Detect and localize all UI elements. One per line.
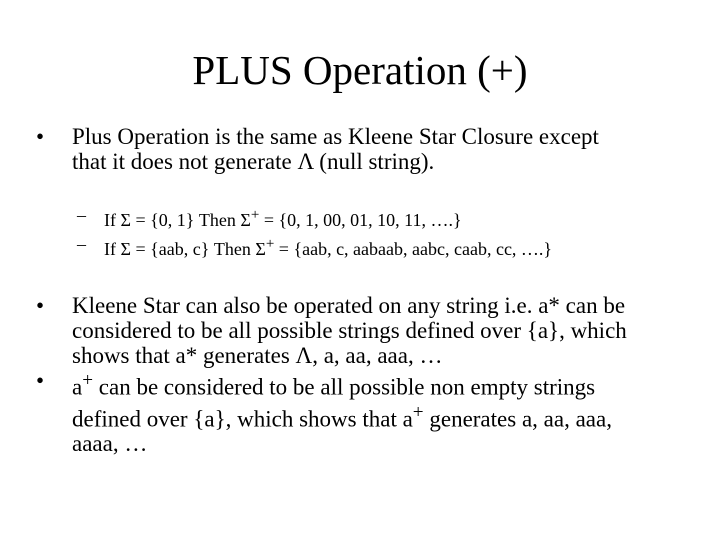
- bullet-line: considered to be all possible strings defined over {a}, which: [72, 318, 627, 343]
- bullet-line: [72, 368, 720, 400]
- sub-bullet-example-aab-c: [0, 232, 720, 261]
- bullet-dot: •: [36, 293, 45, 318]
- symbol-a: a: [72, 374, 83, 400]
- example-prefix: If Σ = {0, 1} Then Σ: [104, 210, 251, 230]
- bullet-line: that it does not generate Λ (null string).: [72, 149, 435, 174]
- bullet-line: [72, 400, 720, 432]
- slide-title: PLUS Operation (+): [192, 47, 528, 93]
- bullet-dot: •: [36, 124, 45, 149]
- bullet-dot: •: [36, 368, 45, 393]
- plus-superscript: +: [265, 236, 275, 252]
- plus-superscript: +: [412, 401, 424, 423]
- bullet-line: shows that a* generates Λ, a, aa, aaa, …: [72, 343, 443, 368]
- bullet-a-plus: [0, 368, 720, 456]
- sub-bullet-example-01: [0, 203, 720, 232]
- sub-bullet-dash: –: [77, 205, 86, 225]
- bullet-line: aaaa, …: [72, 431, 148, 457]
- bullet-kleene-star: [0, 293, 720, 368]
- bullet-plus-definition: [0, 124, 720, 174]
- line-text: defined over {a}, which shows that a: [72, 406, 413, 432]
- plus-superscript: +: [82, 370, 94, 391]
- example-result: = {0, 1, 00, 01, 10, 11, ….}: [259, 210, 462, 230]
- line-text: generates a, aa, aaa,: [423, 406, 612, 432]
- line-text: can be considered to be all possible non empty strings: [93, 374, 596, 400]
- example-prefix: If Σ = {aab, c} Then Σ: [104, 239, 266, 259]
- example-result: = {aab, c, aabaab, aabc, caab, cc, ….}: [274, 239, 553, 259]
- bullet-line: Kleene Star can also be operated on any string i.e. a* can be: [72, 293, 626, 318]
- bullet-line: Plus Operation is the same as Kleene Star Closure except: [72, 124, 599, 149]
- slide-body: [0, 124, 720, 456]
- plus-superscript: +: [250, 207, 260, 223]
- sub-bullet-dash: –: [77, 234, 86, 254]
